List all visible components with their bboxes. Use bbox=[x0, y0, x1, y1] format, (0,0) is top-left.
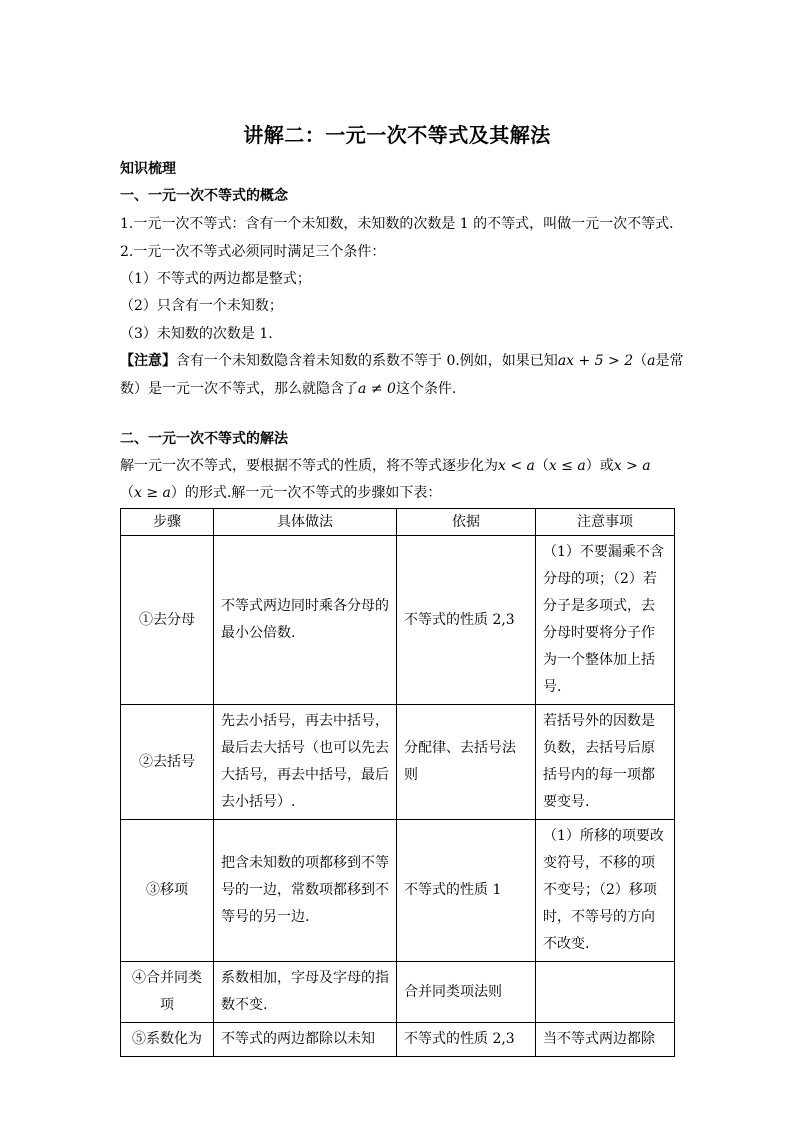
basis-cell: 分配律、去括号法则 bbox=[397, 705, 536, 820]
method-cell: 先去小括号，再去中括号，最后去大括号（也可以先去大括号，再去中括号，最后去小括号）. bbox=[214, 705, 397, 820]
note-expression: ax + 5 > 2 bbox=[557, 353, 634, 369]
step-cell: ①去分母 bbox=[121, 536, 214, 705]
method-cell: 把含未知数的项都移到不等号的一边，常数项都移到不等号的另一边. bbox=[214, 820, 397, 962]
steps-table bbox=[120, 508, 675, 1057]
intro-expression: x ≥ a bbox=[134, 485, 171, 501]
note-line-1 bbox=[120, 350, 684, 370]
intro-expression: x ≤ a bbox=[548, 458, 586, 474]
intro-text: （ bbox=[120, 485, 134, 501]
note-label: 【注意】 bbox=[120, 353, 176, 369]
note-text: 数）是一元一次不等式，那么就隐含了 bbox=[120, 381, 358, 397]
note-text: （ bbox=[633, 353, 648, 369]
condition-item: （1）不等式的两边都是整式； bbox=[120, 271, 311, 287]
table-row bbox=[121, 705, 675, 820]
table-row bbox=[121, 820, 675, 962]
note-expression: a ≠ 0 bbox=[358, 381, 396, 397]
basis-cell: 不等式的性质 2,3 bbox=[397, 1023, 536, 1057]
definition-text: 1.一元一次不等式：含有一个未知数，未知数的次数是 1 的不等式，叫做一元一次不等式. bbox=[120, 216, 674, 232]
condition-item: （2）只含有一个未知数； bbox=[120, 298, 283, 314]
step-cell: ④合并同类项 bbox=[121, 962, 214, 1023]
intro-expression: x > a bbox=[613, 458, 651, 474]
method-cell: 系数相加，字母及字母的指数不变. bbox=[214, 962, 397, 1023]
basis-cell: 不等式的性质 2,3 bbox=[397, 536, 536, 705]
intro-expression: x < a bbox=[498, 458, 535, 474]
intro-line-2 bbox=[120, 482, 680, 502]
table-header-row bbox=[121, 509, 675, 536]
intro-text: ）的形式.解一元一次不等式的步骤如下表： bbox=[170, 485, 442, 501]
column-header: 步骤 bbox=[121, 509, 214, 536]
method-cell: 不等式的两边都除以未知 bbox=[214, 1023, 397, 1057]
column-header: 注意事项 bbox=[536, 509, 675, 536]
part1-heading: 一、一元一次不等式的概念 bbox=[120, 188, 288, 204]
page-title: 讲解二：一元一次不等式及其解法 bbox=[243, 123, 551, 147]
conditions-intro: 2.一元一次不等式必须同时满足三个条件： bbox=[120, 244, 386, 260]
note-text: 这个条件. bbox=[395, 381, 457, 397]
part2-heading: 二、一元一次不等式的解法 bbox=[120, 431, 288, 447]
step-cell: ②去括号 bbox=[121, 705, 214, 820]
column-header: 具体做法 bbox=[214, 509, 397, 536]
table-row bbox=[121, 1023, 675, 1057]
table-row bbox=[121, 536, 675, 705]
step-cell: ⑤系数化为 bbox=[121, 1023, 214, 1057]
note-cell: （1）不要漏乘不含分母的项；（2）若分子是多项式，去分母时要将分子作为一个整体加上括号. bbox=[536, 536, 675, 705]
basis-cell: 合并同类项法则 bbox=[397, 962, 536, 1023]
note-cell: 若括号外的因数是负数，去括号后原括号内的每一项都要变号. bbox=[536, 705, 675, 820]
section-heading: 知识梳理 bbox=[120, 161, 176, 177]
note-cell bbox=[536, 962, 675, 1023]
note-cell: （1）所移的项要改变符号，不移的项不变号；（2）移项时，不等号的方向不改变. bbox=[536, 820, 675, 962]
note-cell: 当不等式两边都除 bbox=[536, 1023, 675, 1057]
note-line-2 bbox=[120, 378, 680, 398]
intro-text: ）或 bbox=[585, 458, 614, 474]
table-row bbox=[121, 962, 675, 1023]
note-variable: a bbox=[647, 353, 656, 369]
basis-cell: 不等式的性质 1 bbox=[397, 820, 536, 962]
condition-item: （3）未知数的次数是 1. bbox=[120, 326, 273, 342]
method-cell: 不等式两边同时乘各分母的最小公倍数. bbox=[214, 536, 397, 705]
intro-line-1 bbox=[120, 455, 680, 475]
step-cell: ③移项 bbox=[121, 820, 214, 962]
column-header: 依据 bbox=[397, 509, 536, 536]
intro-text: （ bbox=[534, 458, 549, 474]
note-text: 含有一个未知数隐含着未知数的系数不等于 0.例如，如果已知 bbox=[176, 353, 558, 369]
intro-text: 解一元一次不等式，要根据不等式的性质，将不等式逐步化为 bbox=[120, 458, 498, 474]
note-text: 是常 bbox=[655, 353, 684, 369]
